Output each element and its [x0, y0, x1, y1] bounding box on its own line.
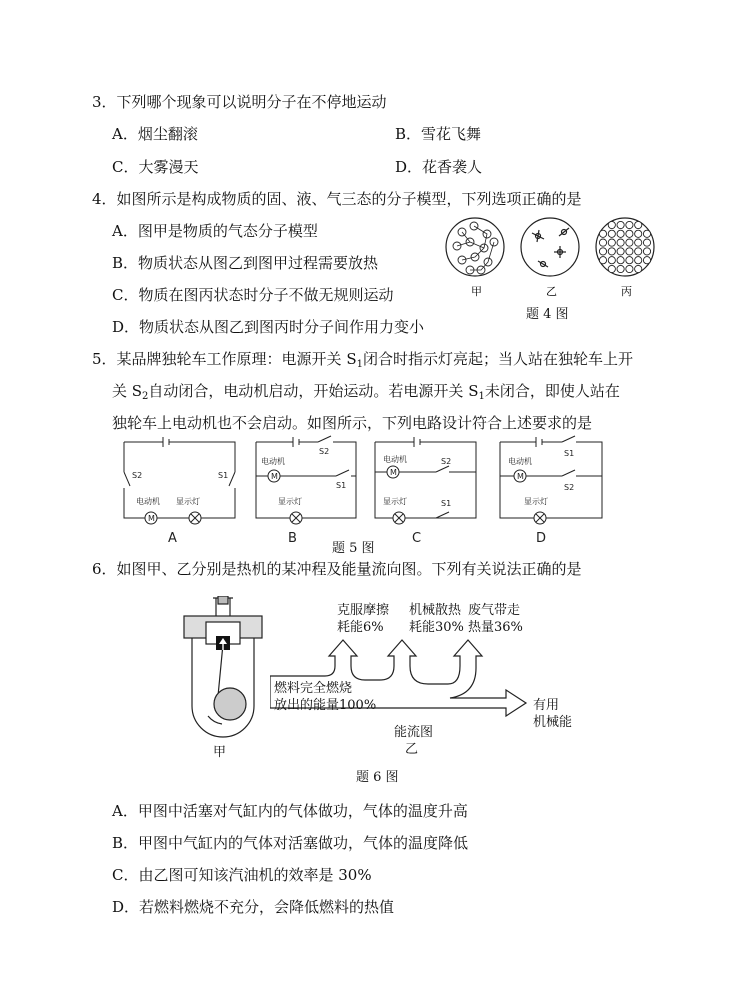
circuit-c-s2-label: S2 [441, 457, 452, 466]
circuit-a-motor-symbol: M [148, 514, 155, 523]
q3-option-a: A．烟尘翻滚 [112, 125, 198, 143]
lattice-molecule [608, 265, 615, 272]
lattice-molecule [608, 257, 615, 264]
flow-loss-exhaust: 废气带走 热量36% [468, 603, 523, 635]
flow-label-yi: 乙 [405, 742, 419, 757]
q6-figure-caption: 题 6 图 [356, 770, 399, 785]
lattice-molecule [599, 239, 606, 246]
lattice-molecule [617, 230, 624, 237]
lattice-molecule [635, 257, 642, 264]
lattice-molecule [635, 230, 642, 237]
circuit-d-s2-label: S2 [564, 483, 575, 492]
circuit-b-motor-symbol: M [271, 472, 278, 481]
circuit-b-s1-label: S1 [336, 481, 347, 490]
q4-option-a: A．图甲是物质的气态分子模型 [112, 222, 318, 240]
circuit-c [375, 437, 476, 524]
lattice-molecule [626, 265, 633, 272]
lattice-molecule [608, 248, 615, 255]
q4-molecule-figure [440, 212, 670, 302]
fig4-label-bing: 丙 [621, 285, 632, 298]
circuit-a-lamp-label: 显示灯 [176, 497, 200, 506]
circuit-d-lamp-label: 显示灯 [524, 497, 548, 506]
lattice-molecule [635, 239, 642, 246]
q5-line-1: 5．某品牌独轮车工作原理：电源开关 $S_1$闭合时指示灯亮起；当人站在独轮车上开 [92, 350, 633, 370]
circuit-a-label: A [168, 531, 177, 546]
q4-option-c: C．物质在图丙状态时分子不做无规则运动 [112, 286, 394, 304]
circuit-a-s2-label: S2 [132, 471, 143, 480]
q6-stem: 6．如图甲、乙分别是热机的某冲程及能量流向图。下列有关说法正确的是 [92, 560, 582, 578]
lattice-molecule [635, 265, 642, 272]
q3-option-c: C．大雾漫天 [112, 158, 199, 176]
flow-source-energy: 燃料完全燃烧 放出的能量100% [274, 681, 377, 713]
lattice-molecule [599, 257, 606, 264]
molecule-model-jia [446, 218, 504, 276]
circuit-c-s1-label: S1 [441, 499, 452, 508]
lattice-molecule [626, 239, 633, 246]
lattice-molecule [608, 221, 615, 228]
flow-loss-friction: 克服摩擦 耗能6% [337, 603, 390, 635]
lattice-molecule [626, 221, 633, 228]
circuit-d-motor-label: 电动机 [508, 457, 532, 466]
q3-stem: 3．下列哪个现象可以说明分子在不停地运动 [92, 93, 387, 111]
lattice-molecule [643, 257, 650, 264]
lattice-molecule [608, 239, 615, 246]
q4-figure-caption: 题 4 图 [526, 307, 569, 322]
lattice-molecule [617, 239, 624, 246]
q5-line-3: 独轮车上电动机也不会启动。如图所示，下列电路设计符合上述要求的是 [112, 414, 593, 432]
circuit-d [500, 436, 602, 524]
flow-title: 能流图 [394, 725, 434, 740]
molecule-model-yi [521, 218, 579, 276]
circuit-d-label: D [536, 531, 547, 546]
q4-stem: 4．如图所示是构成物质的固、液、气三态的分子模型，下列选项正确的是 [92, 190, 582, 208]
q3-option-d: D．花香袭人 [395, 158, 483, 176]
lattice-molecule [617, 257, 624, 264]
circuit-c-label: C [412, 531, 422, 546]
lattice-molecule [626, 230, 633, 237]
engine-stroke-figure [178, 596, 268, 738]
circuit-b-s2-label: S2 [319, 447, 330, 456]
lattice-molecule [635, 248, 642, 255]
q3-option-b: B．雪花飞舞 [395, 125, 482, 143]
q6-option-a: A．甲图中活塞对气缸内的气体做功，气体的温度升高 [112, 802, 468, 820]
lattice-molecule [599, 248, 606, 255]
flow-useful-output: 有用 机械能 [533, 698, 573, 730]
lattice-molecule [643, 239, 650, 246]
q5-line-2: 关 $S_2$自动闭合，电动机启动，开始运动。若电源开关 $S_1$未闭合，即使人站在 [112, 382, 620, 402]
lattice-molecule [626, 248, 633, 255]
lattice-molecule [617, 265, 624, 272]
flow-loss-heat: 机械散热 耗能30% [409, 603, 464, 635]
molecule-model-bing [596, 218, 654, 276]
circuit-d-s1-label: S1 [564, 449, 575, 458]
q6-option-c: C．由乙图可知该汽油机的效率是 30% [112, 866, 372, 884]
circuit-a-motor-label: 电动机 [136, 497, 160, 506]
circuit-a [124, 437, 235, 524]
circuit-b-lamp-label: 显示灯 [278, 497, 302, 506]
circuit-a-s1-label: S1 [218, 471, 229, 480]
q6-option-d: D．若燃料燃烧不充分，会降低燃料的热值 [112, 898, 395, 916]
circuit-d-motor-symbol: M [517, 472, 524, 481]
lattice-molecule [608, 230, 615, 237]
q4-option-d: D．物质状态从图乙到图丙时分子间作用力变小 [112, 318, 425, 336]
circuit-b-label: B [288, 531, 297, 546]
lattice-molecule [643, 230, 650, 237]
lattice-molecule [626, 257, 633, 264]
circuit-c-motor-label: 电动机 [383, 455, 407, 464]
lattice-molecule [599, 230, 606, 237]
circuit-c-lamp-label: 显示灯 [383, 497, 407, 506]
fig4-label-jia: 甲 [471, 285, 482, 298]
engine-figure-label: 甲 [213, 745, 227, 760]
lattice-molecule [617, 248, 624, 255]
q4-option-b: B．物质状态从图乙到图甲过程需要放热 [112, 254, 379, 272]
lattice-molecule [643, 248, 650, 255]
circuit-c-motor-symbol: M [390, 468, 397, 477]
q6-option-b: B．甲图中气缸内的气体对活塞做功，气体的温度降低 [112, 834, 469, 852]
lattice-molecule [635, 221, 642, 228]
q5-figure-caption: 题 5 图 [332, 541, 375, 556]
fig4-label-yi: 乙 [546, 285, 557, 298]
lattice-molecule [617, 221, 624, 228]
circuit-b-motor-label: 电动机 [261, 457, 285, 466]
q5-circuit-figure [118, 434, 618, 554]
